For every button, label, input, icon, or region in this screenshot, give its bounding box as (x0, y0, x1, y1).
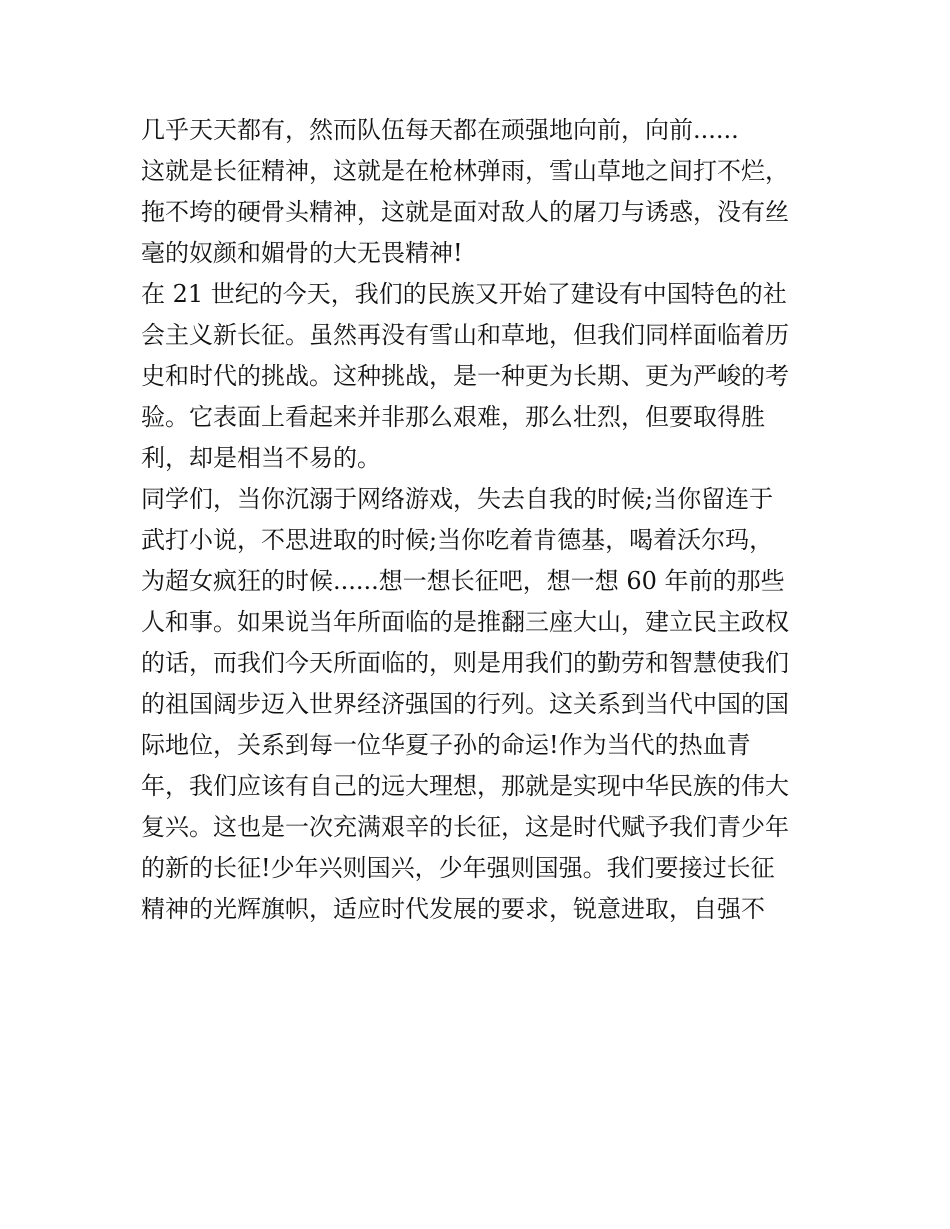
text-line: 在 21 世纪的今天，我们的民族又开始了建设有中国特色的社 (141, 280, 787, 308)
text-line: 利，却是相当不易的。 (141, 444, 381, 472)
text-line: 精神的光辉旗帜，适应时代发展的要求，锐意进取，自强不 (141, 895, 765, 923)
text-line: 拖不垮的硬骨头精神，这就是面对敌人的屠刀与诱惑，没有丝 (141, 198, 789, 226)
text-line: 这就是长征精神，这就是在枪林弹雨，雪山草地之间打不烂， (141, 157, 789, 185)
text-line: 史和时代的挑战。这种挑战，是一种更为长期、更为严峻的考 (141, 362, 789, 390)
text-line: 复兴。这也是一次充满艰辛的长征，这是时代赋予我们青少年 (141, 813, 789, 841)
text-line: 同学们，当你沉溺于网络游戏，失去自我的时候;当你留连于 (141, 485, 774, 513)
text-line: 的祖国阔步迈入世界经济强国的行列。这关系到当代中国的国 (141, 690, 789, 718)
text-line: 武打小说，不思进取的时候;当你吃着肯德基，喝着沃尔玛， (141, 526, 774, 554)
text-line: 毫的奴颜和媚骨的大无畏精神! (141, 239, 463, 267)
text-line: 几乎天天都有，然而队伍每天都在顽强地向前，向前...... (141, 116, 739, 144)
text-line: 的话，而我们今天所面临的，则是用我们的勤劳和智慧使我们 (141, 649, 789, 677)
text-line: 的新的长征!少年兴则国兴，少年强则国强。我们要接过长征 (141, 854, 775, 882)
text-line: 验。它表面上看起来并非那么艰难，那么壮烈，但要取得胜 (141, 403, 765, 431)
text-line: 年，我们应该有自己的远大理想，那就是实现中华民族的伟大 (141, 772, 789, 800)
text-line: 为超女疯狂的时候......想一想长征吧，想一想 60 年前的那些 (141, 567, 785, 595)
text-line: 人和事。如果说当年所面临的是推翻三座大山，建立民主政权 (141, 608, 789, 636)
text-line: 际地位，关系到每一位华夏子孙的命运!作为当代的热血青 (141, 731, 751, 759)
text-line: 会主义新长征。虽然再没有雪山和草地，但我们同样面临着历 (141, 321, 789, 349)
body-text (141, 110, 821, 930)
